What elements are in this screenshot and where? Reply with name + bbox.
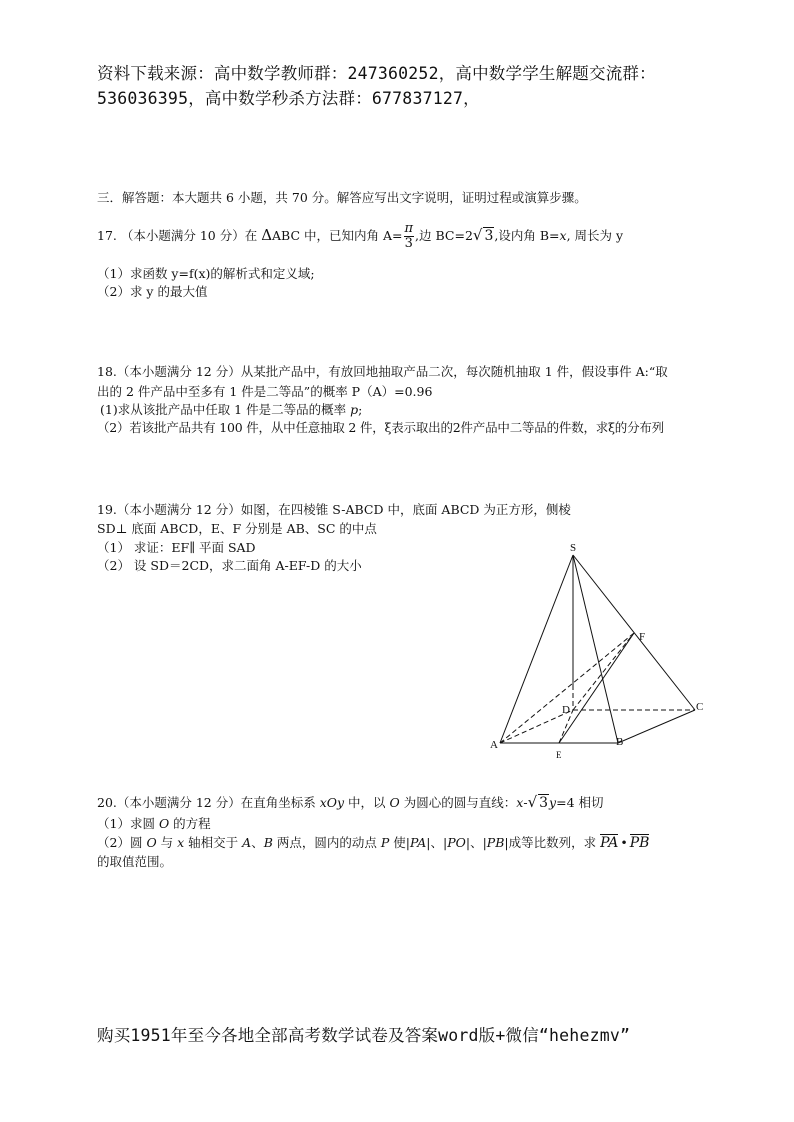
var-PA: PA (409, 835, 427, 850)
label-S: S (570, 542, 577, 554)
text: 与 (156, 835, 178, 850)
header-line-1: 资料下载来源：高中数学教师群：247360252，高中数学学生解题交流群： (97, 64, 656, 83)
var-O: O (389, 795, 400, 810)
q17-stem-d: ,设内角 B= (494, 228, 560, 243)
text: 、 (251, 835, 264, 850)
fraction-denominator: 3 (404, 236, 413, 251)
fraction-numerator: π (404, 221, 414, 236)
var-p: p (350, 402, 359, 417)
q20-line-3: 的取值范围。 (97, 854, 173, 869)
var-y: y (549, 795, 557, 810)
var-x: x (177, 835, 185, 850)
var-x: x (516, 795, 524, 810)
pyramid-figure (488, 540, 718, 770)
q20-stem-c: 为圆心的圆与直线： (399, 795, 517, 810)
text: 轴相交于 (184, 835, 243, 850)
text: |、| (426, 835, 448, 850)
q20-stem (97, 793, 604, 811)
q17-stem-b: ABC 中，已知内角 A= (272, 228, 403, 243)
sqrt-sign: √ (472, 226, 483, 244)
var-PB: PB (486, 835, 505, 850)
segment-EF (559, 633, 634, 743)
q19-part-1: （1） 求证：EF∥ 平面 SAD (97, 540, 256, 555)
q20-stem-d: =4 相切 (556, 795, 604, 810)
q17-part-2: （2）求 y 的最大值 (97, 284, 208, 299)
edge-BC (618, 710, 695, 743)
q18-part-1-text: (1)求从该批产品中任取 1 件是二等品的概率 (100, 402, 351, 417)
var-A: A (242, 835, 252, 850)
label-C: C (696, 701, 704, 713)
minus-sign: - (523, 795, 528, 810)
label-B: B (616, 736, 624, 748)
var-B: B (263, 835, 273, 850)
q20-part-1-a: （1）求圆 (97, 816, 159, 831)
q19-line-2: SD⊥ 底面 ABCD，E、F 分别是 AB、SC 的中点 (97, 521, 377, 536)
var-P: P (380, 835, 390, 850)
var-x: x (559, 228, 567, 243)
text: （2）圆 (97, 835, 147, 850)
vector-PA: PA (600, 835, 619, 851)
text: |、| (465, 835, 487, 850)
section-title: 三．解答题：本大题共 6 小题，共 70 分。解答应写出文字说明，证明过程或演算步骤。 (97, 190, 587, 205)
q17-stem-e: , 周长为 y (566, 228, 624, 243)
header-line-2: 536036395，高中数学秒杀方法群：677837127， (97, 89, 480, 108)
q17-stem (97, 222, 623, 251)
q18-part-1-end: ; (358, 402, 363, 417)
label-D: D (562, 704, 570, 716)
q20-stem-a: 20.（本小题满分 12 分）在直角坐标系 (97, 795, 320, 810)
label-F: F (639, 631, 646, 643)
fraction-pi-over-3 (404, 222, 415, 251)
q20-part-2 (97, 833, 649, 851)
q18-line-1: 18.（本小题满分 12 分）从某批产品中，有放回地抽取产品二次，每次随机抽取 1 件，假设事件 A:“取 (97, 364, 668, 379)
q17-stem-c: ,边 BC=2 (415, 228, 473, 243)
var-O: O (146, 835, 157, 850)
q18-part-1 (100, 400, 362, 418)
q17-stem-a: 17. （本小题满分 10 分）在 (97, 228, 262, 243)
label-E: E (556, 750, 562, 760)
q20-part-1-b: 的方程 (169, 816, 211, 831)
sqrt-value: 3 (484, 228, 494, 244)
footer-ad: 购买1951年至今各地全部高考数学试卷及答案word版+微信“hehezmv” (97, 1026, 631, 1045)
sqrt-value: 3 (539, 795, 549, 811)
text: 使| (389, 835, 410, 850)
q18-part-2: （2）若该批产品共有 100 件，从中任意抽取 2 件，ξ表示取出的2件产品中二等品的件数，求ξ的分布列 (97, 420, 664, 435)
q20-part-1 (97, 814, 211, 832)
dot-product-symbol: • (620, 835, 628, 850)
segment-DF (573, 633, 634, 710)
var-O: O (158, 816, 170, 831)
vector-PB: PB (629, 835, 650, 851)
var-PO: PO (447, 835, 466, 850)
q17-part-1: （1）求函数 y=f(x)的解析式和定义域; (97, 266, 315, 281)
q19-part-2: （2） 设 SD＝2CD，求二面角 A-EF-D 的大小 (97, 558, 362, 573)
text: |成等比数列，求 (504, 835, 601, 850)
sqrt-sign: √ (527, 793, 538, 811)
var-xOy: xOy (319, 795, 345, 810)
q18-line-2: 出的 2 件产品中至多有 1 件是二等品”的概率 P（A）=0.96 (97, 384, 433, 399)
q19-line-1: 19.（本小题满分 12 分）如图，在四棱锥 S-ABCD 中，底面 ABCD 为正方形，侧棱 (97, 502, 571, 517)
text: 两点，圆内的动点 (272, 835, 381, 850)
triangle-symbol: Δ (261, 226, 273, 244)
q20-stem-b: 中，以 (344, 795, 390, 810)
label-A: A (490, 739, 498, 751)
